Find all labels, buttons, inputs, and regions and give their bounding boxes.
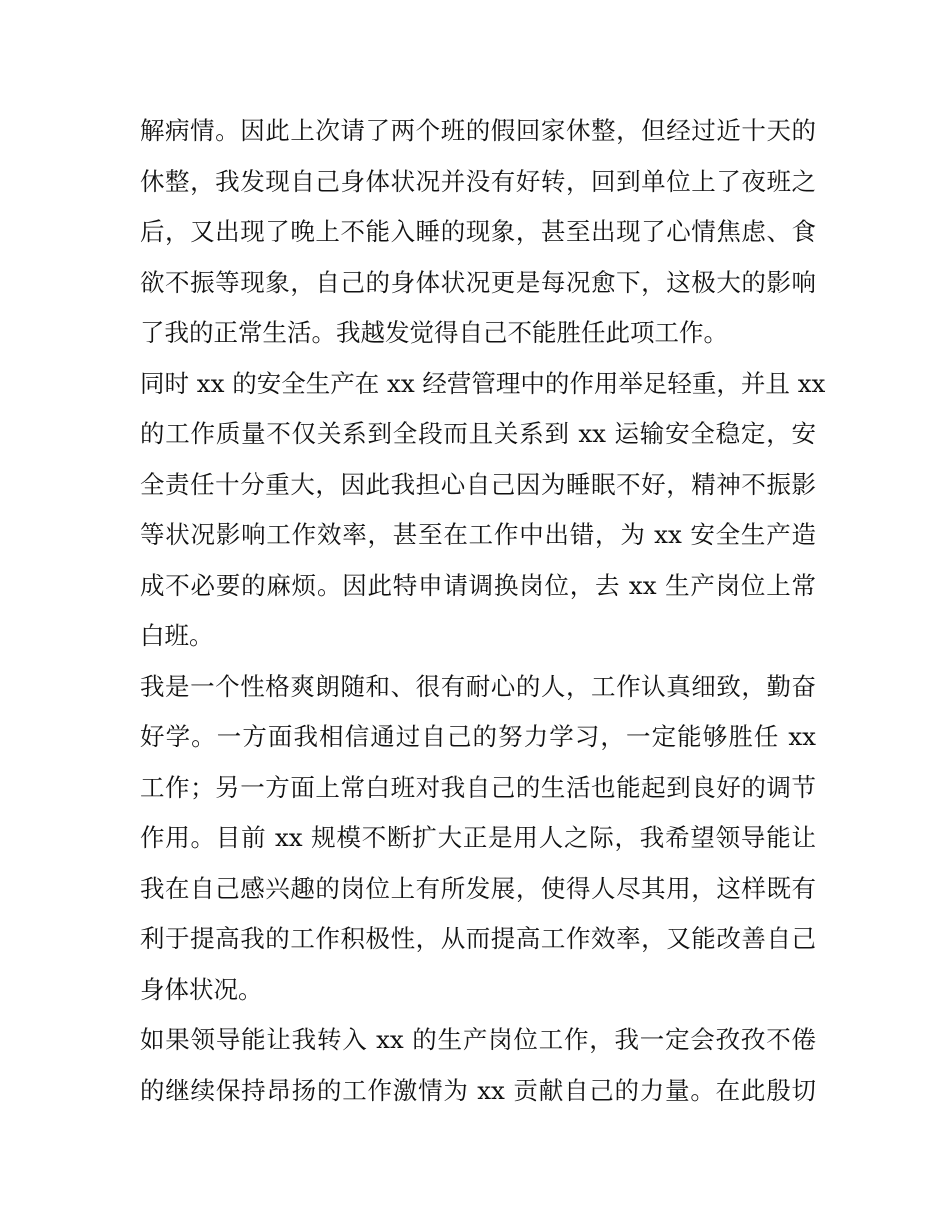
text-line: 同时 xx 的安全生产在 xx 经营管理中的作用举足轻重，并且 xx xyxy=(140,368,826,398)
text-line: 工作；另一方面上常白班对我自己的生活也能起到良好的调节 xyxy=(140,772,816,802)
paragraph xyxy=(140,1015,816,1116)
text-line: 的工作质量不仅关系到全段而且关系到 xx 运输安全稳定，安 xyxy=(140,419,816,448)
paragraph xyxy=(140,662,816,1016)
text-line: 的继续保持昂扬的工作激情为 xx 贡献自己的力量。在此殷切 xyxy=(140,1075,816,1105)
text-line: 好学。一方面我相信通过自己的努力学习，一定能够胜任 xx xyxy=(140,722,816,751)
text-line: 等状况影响工作效率，甚至在工作中出错，为 xx 安全生产造 xyxy=(140,520,816,549)
text-line: 我在自己感兴趣的岗位上有所发展，使得人尽其用，这样既有 xyxy=(140,873,816,903)
text-line: 身体状况。 xyxy=(140,974,263,1004)
text-line: 休整，我发现自己身体状况并没有好转，回到单位上了夜班之 xyxy=(140,166,816,196)
text-line: 后，又出现了晚上不能入睡的现象，甚至出现了心情焦虑、食 xyxy=(140,217,816,246)
text-line: 欲不振等现象，自己的身体状况更是每况愈下，这极大的影响 xyxy=(140,267,816,297)
paragraph xyxy=(140,359,826,662)
text-line: 解病情。因此上次请了两个班的假回家休整，但经过近十天的 xyxy=(140,116,816,145)
text-line: 成不必要的麻烦。因此特申请调换岗位，去 xx 生产岗位上常 xyxy=(140,570,816,600)
text-line: 白班。 xyxy=(140,621,214,650)
document-page xyxy=(140,106,826,1116)
text-line: 如果领导能让我转入 xx 的生产岗位工作，我一定会孜孜不倦 xyxy=(140,1025,816,1054)
text-line: 利于提高我的工作积极性，从而提高工作效率，又能改善自己 xyxy=(140,924,816,953)
paragraph xyxy=(140,106,816,359)
text-line: 全责任十分重大，因此我担心自己因为睡眠不好，精神不振影 xyxy=(140,469,816,499)
text-line: 了我的正常生活。我越发觉得自己不能胜任此项工作。 xyxy=(140,318,728,347)
text-line: 我是一个性格爽朗随和、很有耐心的人，工作认真细致，勤奋 xyxy=(140,671,816,701)
text-line: 作用。目前 xx 规模不断扩大正是用人之际，我希望领导能让 xyxy=(140,823,816,852)
